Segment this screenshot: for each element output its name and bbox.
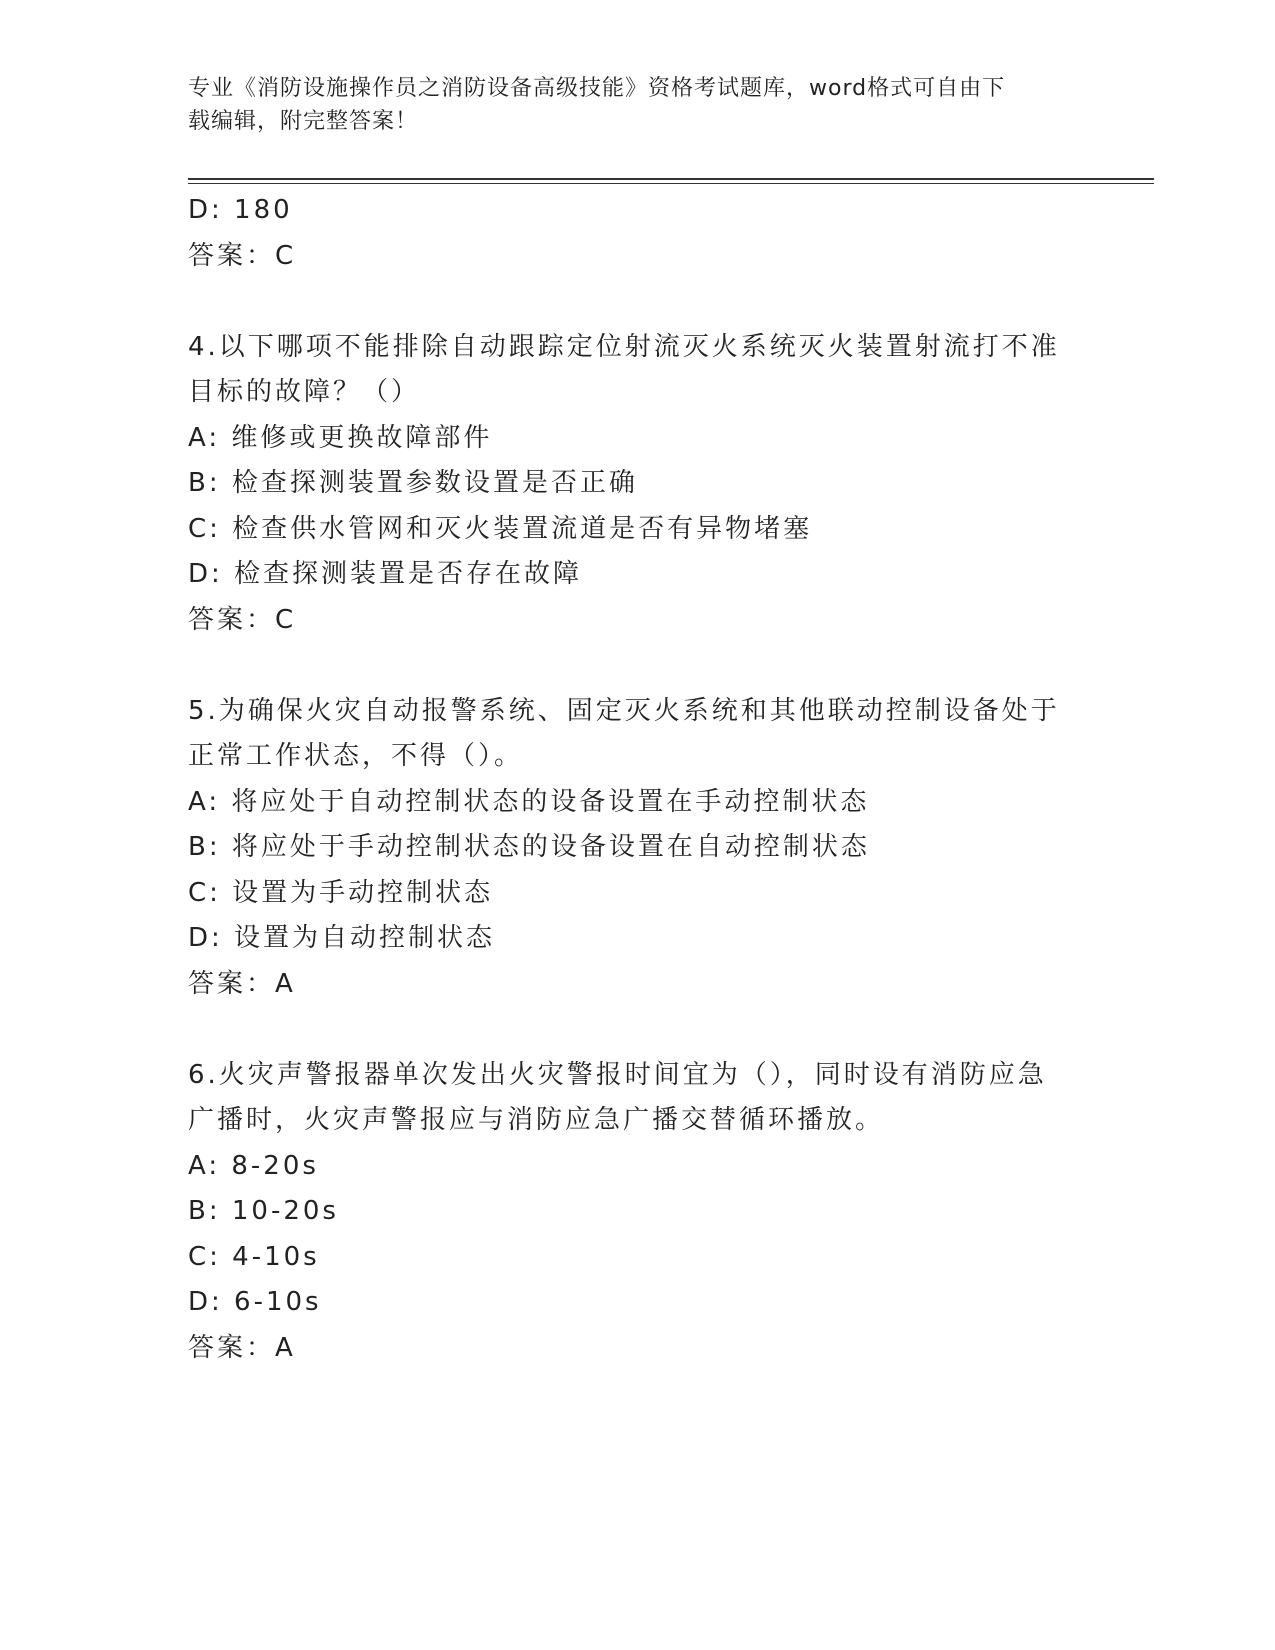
header-divider-thin bbox=[188, 183, 1154, 184]
spacer bbox=[188, 643, 1108, 689]
option-a: A: 维修或更换故障部件 bbox=[188, 422, 493, 453]
spacer bbox=[188, 1007, 1108, 1053]
option-c: C: 检查供水管网和灭火装置流道是否有异物堵塞 bbox=[188, 513, 813, 544]
answer: 答案：A bbox=[188, 968, 296, 999]
question-stem-cont: 广播时，火灾声警报应与消防应急广播交替循环播放。 bbox=[188, 1105, 885, 1135]
question-stem: 4.以下哪项不能排除自动跟踪定位射流灭火系统灭火装置射流打不准 bbox=[188, 331, 1060, 362]
option-a: A: 8-20s bbox=[188, 1150, 319, 1181]
document-header bbox=[188, 72, 1088, 138]
spacer bbox=[188, 279, 1108, 325]
option-c: C: 设置为手动控制状态 bbox=[188, 877, 494, 908]
question-stem-cont: 正常工作状态，不得（）。 bbox=[188, 741, 524, 771]
option-d: D: 6-10s bbox=[188, 1287, 322, 1317]
header-line-2: 载编辑，附完整答案！ bbox=[188, 109, 419, 134]
question-4 bbox=[188, 325, 1108, 644]
answer: 答案：A bbox=[188, 1332, 296, 1363]
question-stem-cont: 目标的故障？（） bbox=[188, 377, 421, 407]
option-b: B: 将应处于手动控制状态的设备设置在自动控制状态 bbox=[188, 832, 870, 862]
option-d: D: 设置为自动控制状态 bbox=[188, 923, 496, 953]
question-6 bbox=[188, 1053, 1108, 1372]
question-list bbox=[188, 188, 1108, 1371]
option-b: B: 10-20s bbox=[188, 1196, 339, 1226]
header-divider-thick bbox=[188, 178, 1154, 180]
option-d: D: 检查探测装置是否存在故障 bbox=[188, 559, 583, 589]
option-c: C: 4-10s bbox=[188, 1241, 320, 1272]
option-a: A: 将应处于自动控制状态的设备设置在手动控制状态 bbox=[188, 786, 870, 817]
header-line-1: 专业《消防设施操作员之消防设备高级技能》资格考试题库，word格式可自由下 bbox=[188, 76, 1006, 101]
question-5 bbox=[188, 689, 1108, 1008]
answer: 答案：C bbox=[188, 604, 297, 635]
option-d: D: 180 bbox=[188, 195, 293, 225]
answer: 答案：C bbox=[188, 240, 297, 271]
option-b: B: 检查探测装置参数设置是否正确 bbox=[188, 468, 638, 498]
question-stem: 5.为确保火灾自动报警系统、固定灭火系统和其他联动控制设备处于 bbox=[188, 695, 1060, 726]
question-stem: 6.火灾声警报器单次发出火灾警报时间宜为（），同时设有消防应急 bbox=[188, 1059, 1047, 1090]
